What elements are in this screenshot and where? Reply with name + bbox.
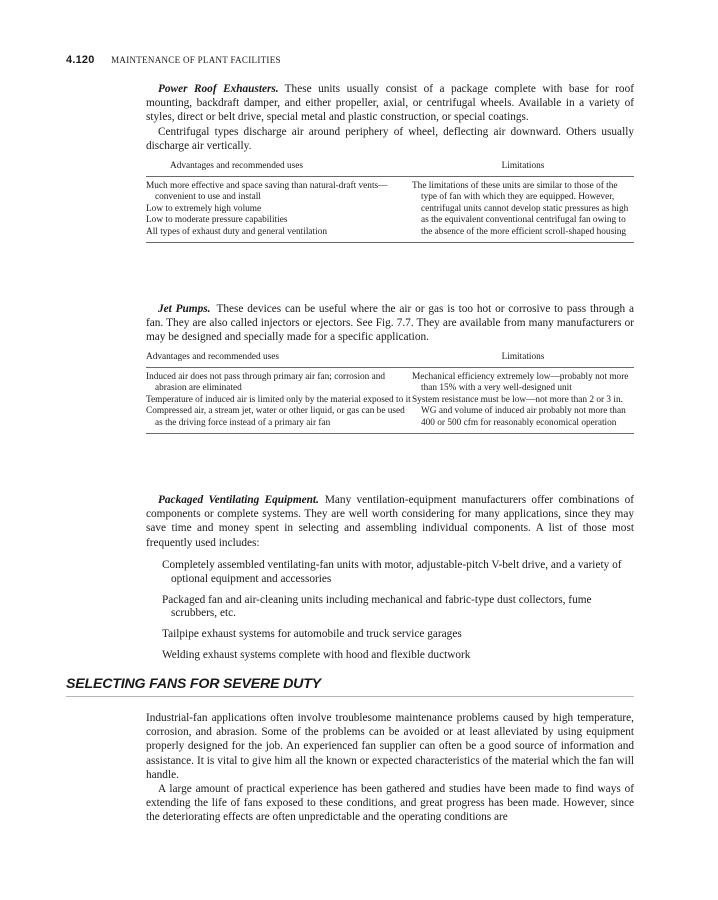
packaged-equipment-list (162, 559, 634, 670)
running-title: MAINTENANCE OF PLANT FACILITIES (111, 55, 281, 65)
jet-pumps-advantages-cell (146, 367, 412, 433)
list-item: Packaged fan and air-cleaning units including mechanical and fabric-type dust collectors, fume scrubbers, etc. (162, 593, 592, 620)
table-line: Temperature of induced air is limited only by the material exposed to it (146, 394, 411, 405)
power-roof-limitations-cell (412, 176, 634, 242)
table-line: The limitations of these units are similar to those of the type of fan with which they are equipped. However, centrifugal units cannot develop static pressures as high as the equivalent conventional centrifugal fan owing to the absence of the more efficient scroll-shaped housing (412, 180, 629, 237)
table-line: Much more effective and space saving than natural-draft vents—convenient to use and install (146, 180, 388, 203)
power-roof-limitations-header: Limitations (412, 161, 634, 176)
packaged-runin-heading: Packaged Ventilating Equipment. (158, 494, 319, 506)
selecting-paragraph-2: A large amount of practical experience has been gathered and studies have been made to find ways of extending the life of fans exposed to these conditions, and great progress has been made. However, since the deteriorating effects are often unpredictable and the operating conditions are (146, 783, 634, 824)
jet-pumps-limitations-header: Limitations (412, 352, 634, 367)
table-line: Low to moderate pressure capabilities (146, 215, 288, 226)
power-roof-paragraph-1: Power Roof Exhausters. These units usually consist of a package complete with base for roof mounting, backdraft damper, and either propeller, axial, or centrifugal wheels. Available in a variety of styles, direct or belt drive, special metal and plastic construction, or special coatings. (146, 83, 634, 124)
table-line: System resistance must be low—not more than 2 or 3 in. WG and volume of induced air probably not more than 400 or 500 cfm for reasonably economical operation (412, 394, 626, 428)
power-roof-advantages-cell (146, 176, 412, 242)
power-roof-runin-heading: Power Roof Exhausters. (158, 83, 279, 95)
jet-pumps-limitations-cell (412, 367, 634, 433)
section-jet-pumps (146, 302, 634, 345)
selecting-paragraph-1: Industrial-fan applications often involve troublesome maintenance problems caused by high temperature, corrosion, and abrasion. Some of the problems can be avoided or at least alleviated by using equipment properly designed for the job. An experienced fan supplier can often be a good source of information and assistance. It is vital to give him all the known or expected characteristics of the material which the fan will handle. (146, 712, 634, 781)
list-item: Tailpipe exhaust systems for automobile and truck service garages (162, 628, 462, 641)
table-line: Induced air does not pass through primary air fan; corrosion and abrasion are eliminated (146, 371, 386, 394)
jet-pumps-table (146, 352, 634, 434)
jet-pumps-paragraph-1: Jet Pumps. These devices can be useful where the air or gas is too hot or corrosive to pass through a fan. They are also called injectors or ejectors. See Fig. 7.7. They are available from many manufacturers or may be designed and specially made for a specific application. (146, 303, 634, 344)
list-item: Welding exhaust systems complete with hood and flexible ductwork (162, 648, 471, 661)
section-heading-selecting-fans: SELECTING FANS FOR SEVERE DUTY (66, 676, 634, 697)
section-selecting-fans-body (146, 711, 634, 825)
section-power-roof-exhausters (146, 82, 634, 153)
jet-pumps-runin-heading: Jet Pumps. (158, 303, 211, 315)
table-line: Low to extremely high volume (146, 203, 262, 214)
power-roof-table (146, 161, 634, 243)
page-number: 4.120 (66, 54, 95, 66)
section-packaged-ventilating-equipment (146, 493, 634, 550)
list-item: Completely assembled ventilating-fan units with motor, adjustable-pitch V-belt drive, and a variety of optional equipment and accessories (162, 559, 622, 585)
table-line: Compressed air, a stream jet, water or other liquid, or gas can be used as the driving force instead of a primary air fan (146, 406, 405, 428)
table-line: All types of exhaust duty and general ventilation (146, 226, 327, 237)
table-line: Mechanical efficiency extremely low—probably not more than 15% with a very well-designed unit (412, 371, 629, 394)
power-roof-advantages-header: Advantages and recommended uses (146, 161, 412, 176)
jet-pumps-advantages-header: Advantages and recommended uses (146, 352, 412, 367)
running-header (66, 54, 281, 66)
packaged-paragraph-1: Packaged Ventilating Equipment. Many ventilation-equipment manufacturers offer combinations of components or complete systems. They are well worth considering for many applications, since they may save time and money spent in selecting and assembling individual components. A list of those most frequently used includes: (146, 494, 634, 549)
power-roof-paragraph-2: Centrifugal types discharge air around periphery of wheel, deflecting air downward. Others usually discharge air vertically. (146, 125, 634, 152)
